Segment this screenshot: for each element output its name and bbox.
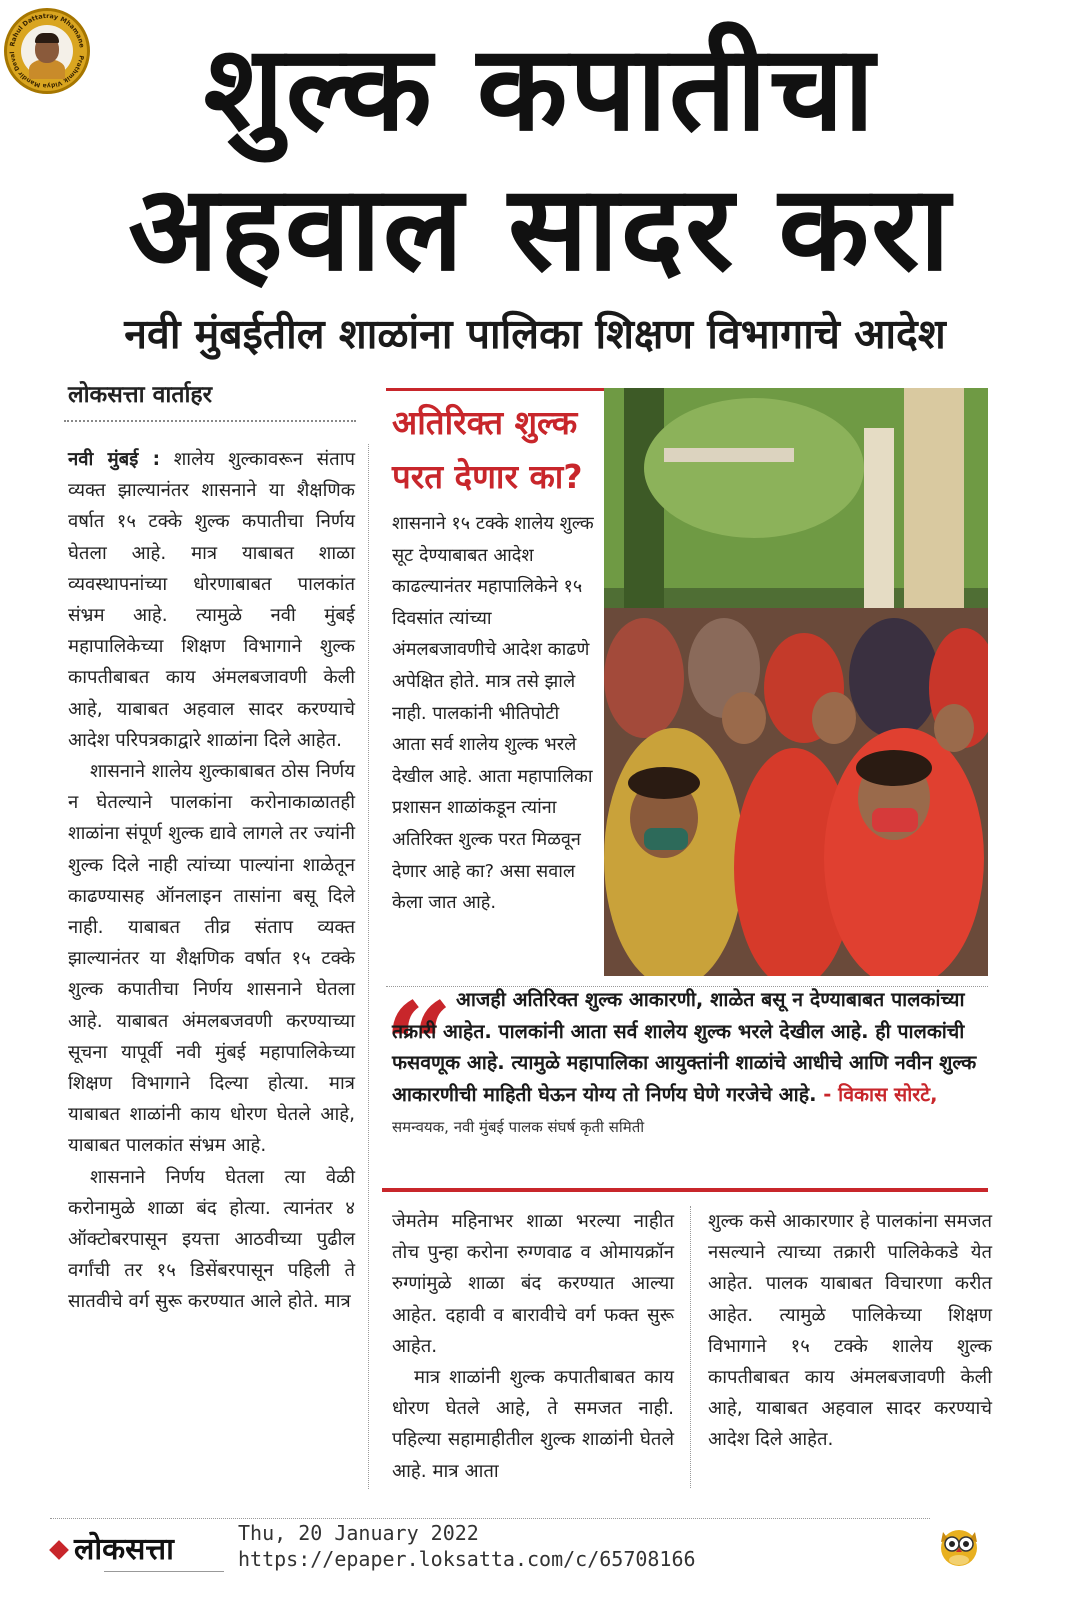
edition-date: Thu, 20 January 2022 <box>238 1521 479 1545</box>
stamp-org-text: Prathmik Vidya Mandir Deval <box>8 51 85 90</box>
quote-role: समन्वयक, नवी मुंबई पालक संघर्ष कृती समिती <box>392 1118 645 1136</box>
stamp-ring-svg <box>7 11 87 91</box>
article-paragraph: शुल्क कसे आकारणार हे पालकांना समजत नसल्याने त्याच्या तक्रारी पालिकेकडे येत आहेत. पालक याबाबत विचारणा करीत आहेत. त्यामुळे पालिकेच्या शिक्षण विभागाने १५ टक्के शालेय शुल्क कापतीबाबत काय अंमलबजावणी केली आहे, याबाबत अहवाल सादर करण्याचे आदेश दिले आहेत. <box>708 1211 992 1451</box>
article-right-column <box>708 1206 992 1456</box>
dateline: नवी मुंबई : <box>68 449 160 470</box>
loksatta-logo <box>52 1527 234 1577</box>
stamp-ring-text <box>7 11 87 91</box>
article-paragraph: शासनाने निर्णय घेतला त्या वेळी करोनामुळे शाळा बंद होत्या. त्यानंतर ४ ऑक्टोबरपासून इयत्ता आठवीच्या पुढील वर्गांची तर १५ डिसेंबरपासून पहिली ते सातवीचे वर्ग सुरू करण्यात आले होते. मात्र <box>68 1166 355 1313</box>
headline-line-2: अहवाल सादर करा <box>128 159 952 297</box>
quote-attribution: - विकास सोरटे, <box>823 1082 938 1106</box>
headline-line-1: शुल्क कपातीचा <box>203 19 877 157</box>
pull-quote <box>392 984 992 1144</box>
pull-quote-paragraph <box>392 984 992 1144</box>
article-paragraph: मात्र शाळांनी शुल्क कपातीबाबत काय धोरण घेतले आहे, ते समजत नाही. पहिल्या सहामाहीतील शुल्क शाळांनी घेतले आहे. मात्र आता <box>392 1367 674 1482</box>
article-paragraph <box>68 444 355 756</box>
footer-divider <box>50 1518 930 1519</box>
svg-text:Rahul Dattatray Mhamane <box>8 12 86 49</box>
headline <box>80 18 1000 298</box>
byline: लोकसत्ता वार्ताहर <box>68 382 213 408</box>
column-divider <box>690 1206 691 1488</box>
sidebar-top-rule <box>386 388 606 391</box>
column-divider <box>368 444 369 1489</box>
owl-icon <box>935 1520 983 1568</box>
section-red-divider <box>382 1188 988 1192</box>
byline-divider <box>64 420 356 422</box>
article-paragraph: शासनाने शालेय शुल्काबाबत ठोस निर्णय न घेतल्याने पालकांना करोनाकाळातही शाळांना संपूर्ण शुल्क द्यावे लागले तर ज्यांनी शुल्क दिले नाही त्यांच्या पाल्यांना शाळेतून काढण्यासह ऑनलाइन तासांना बसू दिले नाही. याबाबत तीव्र संताप व्यक्त झाल्यानंतर या शैक्षणिक वर्षात १५ टक्के शुल्क कपातीचा निर्णय शासनाने घेतला आहे. याबाबत अंमलबजवणी करण्याच्या सूचना यापूर्वी नवी मुंबई महापालिकेच्या शिक्षण विभागाने दिल्या होत्या. मात्र याबाबत शाळांनी काय धोरण घेतले आहे, याबाबत पालकांत संभ्रम आहे. <box>68 761 355 1157</box>
quote-mark-icon: “ <box>384 976 454 1117</box>
article-paragraph: जेमतेम महिनाभर शाळा भरल्या नाहीत तोच पुन्हा करोना रुग्णवाढ व ओमायक्रॉन रुग्णांमुळे शाळा बंद करण्यात आल्या आहेत. दहावी व बारावीचे वर्ग फक्त सुरू आहेत. <box>392 1211 674 1357</box>
paragraph-text: शालेय शुल्कावरून संताप व्यक्त झाल्यानंतर शासनाने या शैक्षणिक वर्षात १५ टक्के शुल्क कपातीचा निर्णय घेतला आहे. मात्र याबाबत शाळा व्यवस्थापनांच्या धोरणाबाबत पालकांत संभ्रम आहे. त्यामुळे नवी मुंबई महापालिकेच्या शिक्षण विभागाने शुल्क कापतीबाबत काय अंमलबजावणी केली आहे, याबाबत अहवाल सादर करण्याचे आदेश परिपत्रकाद्वारे शाळांना दिले आहेत. <box>68 449 355 751</box>
stamp-name-text: Rahul Dattatray Mhamane <box>8 11 86 49</box>
sidebar-paragraph: शासनाने १५ टक्के शालेय शुल्क सूट देण्याबाबत आदेश काढल्यानंतर महापालिकेने १५ दिवसांत त्यांच्या अंमलबजावणीचे आदेश काढणे अपेक्षित होते. मात्र तसे झाले नाही. पालकांनी भीतिपोटी आता सर्व शालेय शुल्क भरले देखील आहे. आता महापालिका प्रशासन शाळांकडून त्यांना अतिरिक्त शुल्क परत मिळवून देणार आहे का? असा सवाल केला जात आहे. <box>392 513 594 914</box>
news-photo-parents <box>604 388 988 976</box>
epaper-url[interactable]: https://epaper.loksatta.com/c/65708166 <box>238 1547 696 1571</box>
photo-illustration <box>604 388 988 976</box>
profile-stamp-logo <box>4 8 90 94</box>
article-middle-column <box>392 1206 674 1487</box>
brand-diamond-icon <box>49 1540 69 1560</box>
sidebar-body <box>392 508 598 919</box>
brand-name: लोकसत्ता <box>74 1532 174 1567</box>
article-left-column <box>68 444 355 1318</box>
subheadline: नवी मुंबईतील शाळांना पालिका शिक्षण विभागाचे आदेश <box>124 310 946 358</box>
brand-underline <box>104 1571 224 1576</box>
sidebar-title: अतिरिक्त शुल्क परत देणार का? <box>392 403 583 496</box>
owl-icon-svg <box>935 1520 983 1568</box>
pull-quote-text: आजही अतिरिक्त शुल्क आकारणी, शाळेत बसू न देण्याबाबत पालकांच्या तक्रारी आहेत. पालकांनी आता सर्व शालेय शुल्क भरले देखील आहे. ही पालकांची फसवणूक आहे. त्यामुळे महापालिका आयुक्तांनी शाळांचे आधीचे आणि नवीन शुल्क आकारणीची माहिती घेऊन योग्य तो निर्णय घेणे गरजेचे आहे. <box>392 988 977 1106</box>
